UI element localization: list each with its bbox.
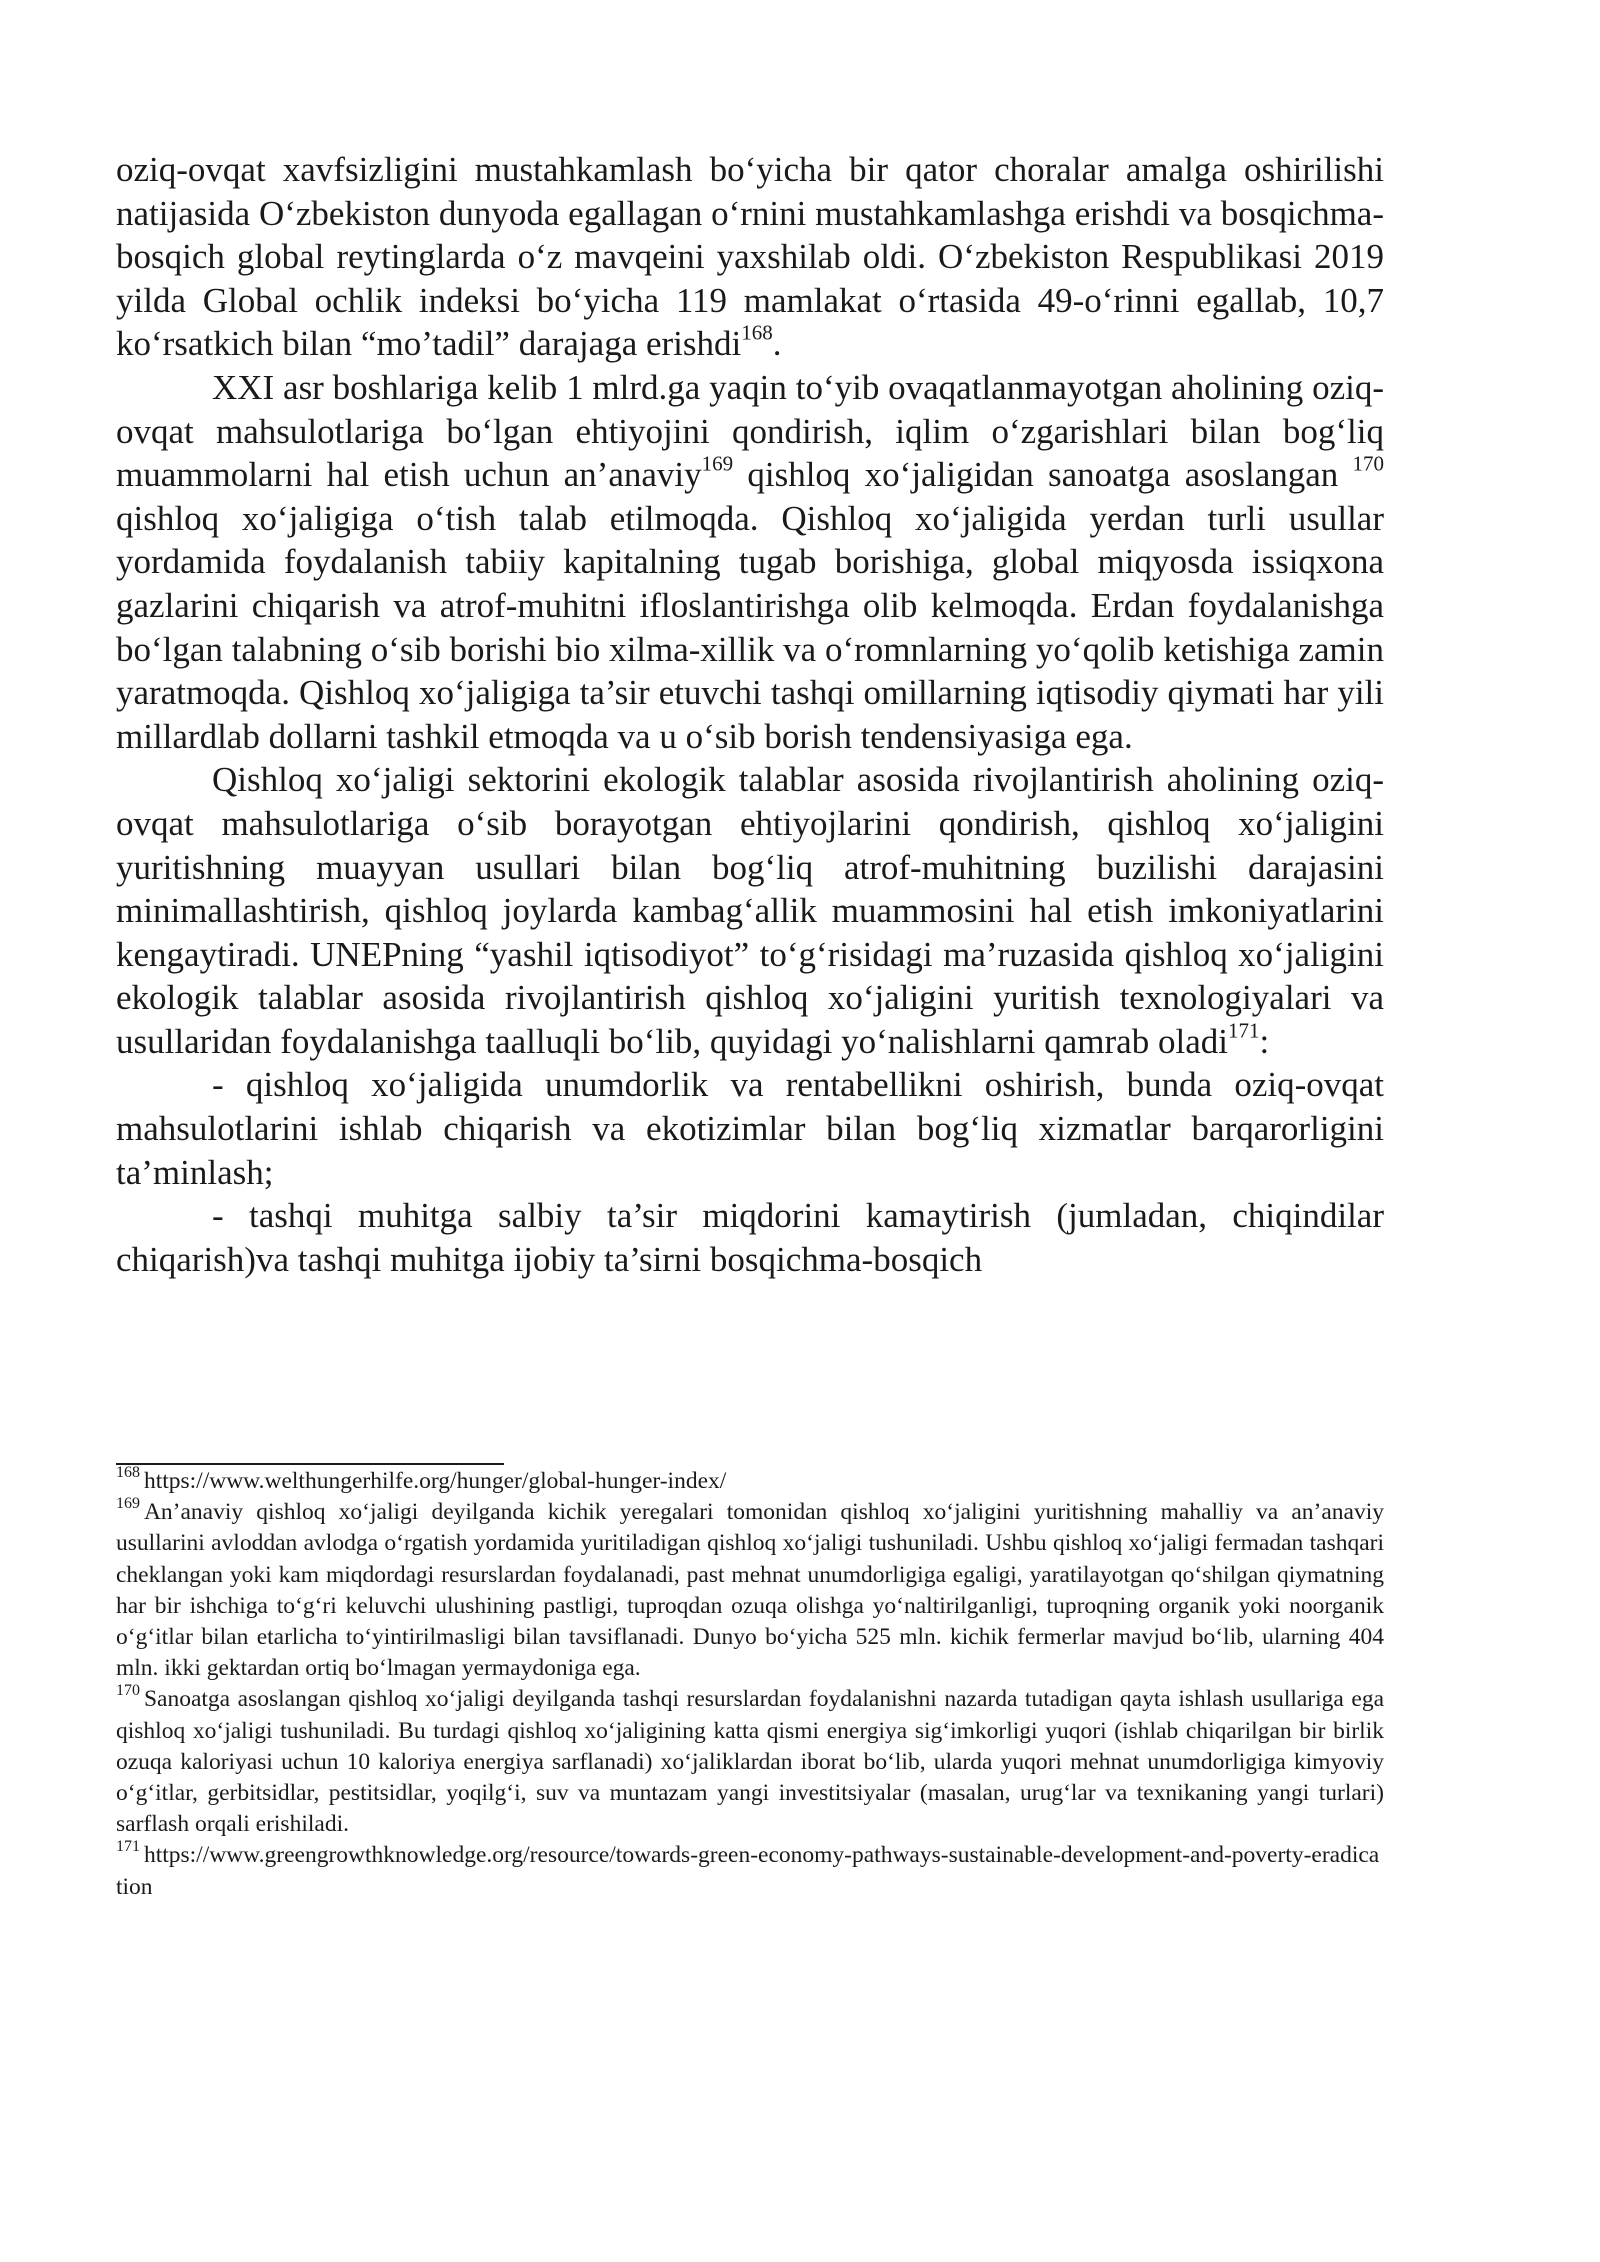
footnote-number: 169 xyxy=(116,1495,140,1513)
footnote-number: 170 xyxy=(116,1682,140,1700)
footnote-number: 171 xyxy=(116,1838,140,1856)
main-text xyxy=(116,148,1384,1281)
footnote-169 xyxy=(116,1497,1384,1684)
paragraph-2-text-b: qishloq xo‘jaligidan sanoatga asoslangan xyxy=(733,455,1353,495)
footnote-ref-170[interactable]: 170 xyxy=(1352,451,1384,476)
paragraph-3 xyxy=(116,758,1384,1063)
footnote-number: 168 xyxy=(116,1463,140,1481)
paragraph-1 xyxy=(116,148,1384,366)
footnote-link[interactable]: https://www.greengrowthknowledge.org/resource/towards-green-economy-pathways-sustainable-development-and-poverty-eradication xyxy=(116,1842,1380,1900)
paragraph-2-text-c: qishloq xo‘jaligiga o‘tish talab etilmoqda. Qishloq xo‘jaligida yerdan turli usullar yordamida foydalanish tabiiy kapitalning tugab borishiga, global miqyosda issiqxona gazlarini chiqarish va atrof-muhitni ifloslantirishga olib kelmoqda. Erdan foydalanishga bo‘lgan talabning o‘sib borishi bio xilma-xillik va o‘romnlarning yo‘qolib ketishiga zamin yaratmoqda. Qishloq xo‘jaligiga ta’sir etuvchi tashqi omillarning iqtisodiy qiymati har yili millardlab dollarni tashkil etmoqda va u o‘sib borish tendensiyasiga ega. xyxy=(116,498,1384,756)
paragraph-1-end: . xyxy=(772,324,782,364)
footnote-170 xyxy=(116,1684,1384,1840)
footnote-text: An’anaviy qishloq xo‘jaligi deyilganda kichik yeregalari tomonidan qishloq xo‘jaligini yuritishning mahalliy va an’anaviy usullarini avloddan avlodga o‘rgatish yordamida yuritiladigan qishloq xo‘jaligi tushuniladi. Ushbu qishloq xo‘jaligi fermadan tashqari cheklangan yoki kam miqdordagi resurslardan foydalanadi, past mehnat unumdorligiga egaligi, yaratilayotgan qo‘shilgan qiymatning har bir ishchiga to‘g‘ri keluvchi ulushining pastligi, tuproqdan ozuqa olishga yo‘naltirilganligi, tuproqning organik yoki noorganik o‘g‘itlar bilan etarlicha to‘yintirilmasligi bilan tavsiflanadi. Dunyo bo‘yicha 525 mln. kichik fermerlar mavjud bo‘lib, ularning 404 mln. ikki gektardan ortiq bo‘lmagan yermaydoniga ega. xyxy=(116,1499,1384,1682)
footnote-ref-171[interactable]: 171 xyxy=(1227,1018,1260,1043)
footnote-divider xyxy=(116,1463,504,1465)
footnote-168 xyxy=(116,1463,1384,1497)
footnote-171 xyxy=(116,1840,1384,1902)
paragraph-3-end: : xyxy=(1259,1021,1270,1061)
bullet-item-1: - qishloq xo‘jaligida unumdorlik va rentabellikni oshirish, bunda oziq-ovqat mahsulotlarini ishlab chiqarish va ekotizimlar bilan bog‘liq xizmatlar barqarorligini ta’minlash; xyxy=(116,1065,1384,1192)
bullet-item-2: - tashqi muhitga salbiy ta’sir miqdorini kamaytirish (jumladan, chiqindilar chiqarish)va tashqi muhitga ijobiy ta’sirni bosqichma-bosqich xyxy=(116,1196,1384,1279)
paragraph-2 xyxy=(116,366,1384,758)
footnotes xyxy=(116,1463,1384,1903)
paragraph-1-text: oziq-ovqat xavfsizligini mustahkamlash bo‘yicha bir qator choralar amalga oshirilishi natijasida O‘zbekiston dunyoda egallagan o‘rnini mustahkamlashga erishdi va bosqichma-bosqich global reytinglarda o‘z mavqeini yaxshilab oldi. O‘zbekiston Respublikasi 2019 yilda Global ochlik indeksi bo‘yicha 119 mamlakat o‘rtasida 49-o‘rinni egallab, 10,7 ko‘rsatkich bilan “mo’tadil” darajaga erishdi xyxy=(116,150,1384,364)
footnote-text: Sanoatga asoslangan qishloq xo‘jaligi deyilganda tashqi resurslardan foydalanishni nazarda tutadigan qayta ishlash usullariga ega qishloq xo‘jaligi tushuniladi. Bu turdagi qishloq xo‘jaligining katta qismi energiya sig‘imkorligi yuqori (ishlab chiqarilgan bir birlik ozuqa kaloriyasi uchun 10 kaloriya energiya sarflanadi) xo‘jaliklardan iborat bo‘lib, ularda yuqori mehnat unumdorligiga kimyoviy o‘g‘itlar, gerbitsidlar, pestitsidlar, yoqilg‘i, suv va muntazam yangi investitsiyalar (masalan, urug‘lar va texnikaning yangi turlari) sarflash orqali erishiladi. xyxy=(116,1686,1384,1838)
footnote-ref-168[interactable]: 168 xyxy=(741,320,773,345)
paragraph-3-text: Qishloq xo‘jaligi sektorini ekologik talablar asosida rivojlantirish aholining oziq-ovqat mahsulotlariga o‘sib borayotgan ehtiyojlarini qondirish, qishloq xo‘jaligini yuritishning muayyan usullari bilan bog‘liq atrof-muhitning buzilishi darajasini minimallashtirish, qishloq joylarda kambag‘allik muammosini hal etish imkoniyatlarini kengaytiradi. UNEPning “yashil iqtisodiyot” to‘g‘risidagi ma’ruzasida qishloq xo‘jaligini ekologik talablar asosida rivojlantirish qishloq xo‘jaligini yuritish texnologiyalari va usullaridan foydalanishga taalluqli bo‘lib, quyidagi yo‘nalishlarni qamrab oladi xyxy=(116,760,1384,1061)
footnote-ref-169[interactable]: 169 xyxy=(701,451,734,476)
paragraph-2-text-a: XXI asr boshlariga kelib 1 mlrd.ga yaqin to‘yib ovaqatlanmayotgan aholining oziq-ovqat mahsulotlariga bo‘lgan ehtiyojini qondirish, iqlim o‘zgarishlari bilan bog‘liq muammolarni hal etish uchun an’anaviy xyxy=(116,367,1384,495)
footnote-link[interactable]: https://www.welthungerhilfe.org/hunger/global-hunger-index/ xyxy=(143,1468,727,1494)
